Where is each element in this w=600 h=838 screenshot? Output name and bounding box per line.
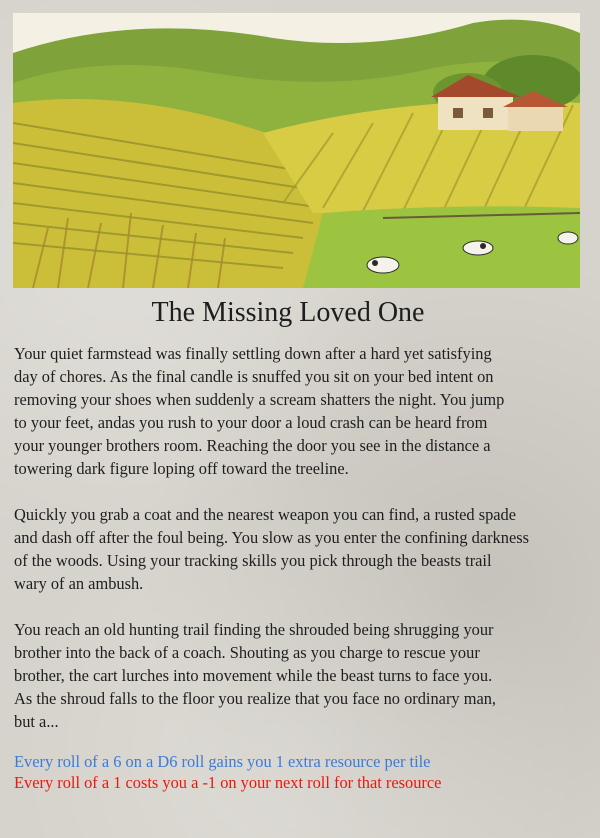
rules-section [14,751,592,793]
story-paragraph: You reach an old hunting trail finding the shrouded being shrugging your brother into the back of a coach. Shouting as you charge to rescue your brother, the cart lurches into movement while the beast turns to face you. As the shroud falls to the floor you realize that you face no ordinary man, but a... [14,620,497,731]
meadow [303,206,580,288]
story-title: The Missing Loved One [151,297,425,328]
rule-penalty-text: Every roll of a 1 costs you a -1 on your next roll for that resource [14,773,442,792]
story-paragraph: Quickly you grab a coat and the nearest weapon you can find, a rusted spade and dash off after the foul being. You slow as you enter the confining darkness of the woods. Using your tracking skills you pick through the beasts trail wary of an ambush. [14,505,529,593]
story-text [14,342,592,756]
farmland-illustration-art [13,13,580,288]
rule-bonus-text: Every roll of a 6 on a D6 roll gains you 1 extra resource per tile [14,752,431,771]
story-paragraph: Your quiet farmstead was finally settling down after a hard yet satisfying day of chores. As the final candle is snuffed you sit on your bed intent on removing your shoes when suddenly a scream shatters the night. You jump to your feet, andas you rush to your door a loud crash can be heard from your younger brothers room. Reaching the door you see in the distance a towering dark figure loping off toward the treeline. [14,344,505,478]
farmland-illustration [13,13,580,288]
